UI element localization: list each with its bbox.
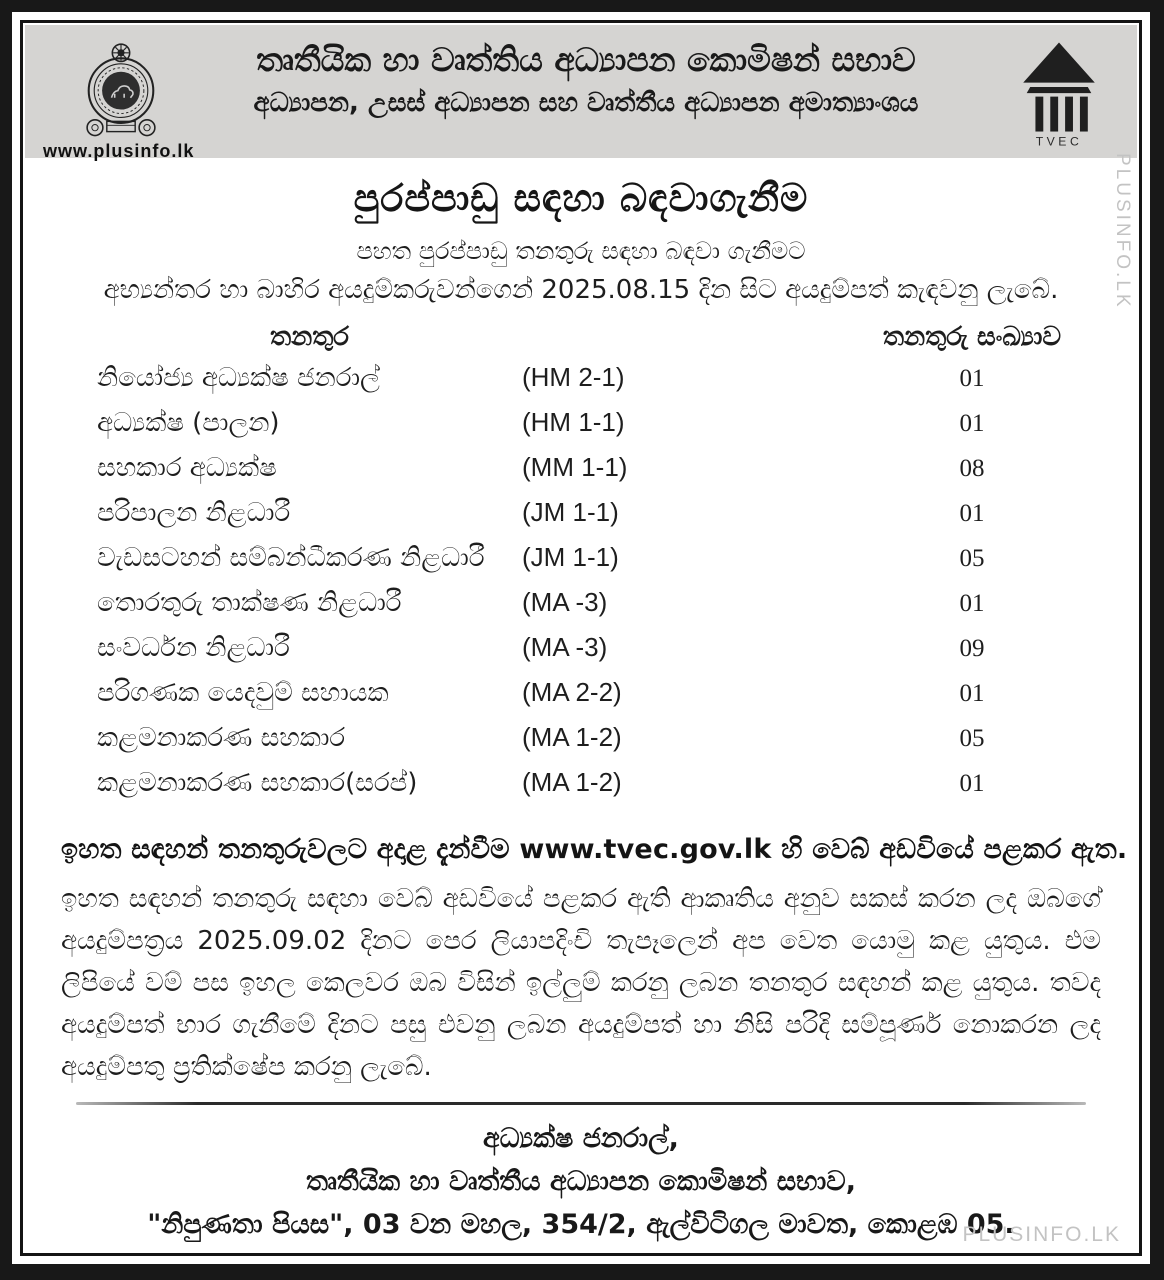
vacancy-grade: (MM 1-1)	[522, 452, 628, 482]
vacancy-grade: (MA 1-2)	[522, 722, 622, 752]
document-content	[25, 158, 1137, 1253]
signatory-address: "නිපුණතා පියස", 03 වන මහල, 354/2, ඇල්විටිගල මාවත, කොළඹ 05.	[147, 1209, 1015, 1240]
vacancy-grade: (MA 2-2)	[522, 677, 622, 707]
vacancy-position: තොරතුරු තාක්ෂණ නිළධාරී	[97, 588, 402, 618]
plusinfo-watermark-side: PLUSINFO.LK	[1112, 153, 1133, 310]
plusinfo-watermark-bottom: PLUSINFO.LK	[962, 1223, 1121, 1246]
notes-section	[61, 834, 1128, 1088]
application-instructions: ඉහත සඳහන් තනතුරු සඳහා වෙබ් අඩවියේ පළකර ඇති ආකෘතිය අනුව සකස් කරන ලද ඔබගේ අයදුම්පත්‍රය 2025.09.02 දිනට පෙර ලියාපදිංචි තැපෑලෙන් අප වෙත යොමු කළ යුතුය. එම ලිපියේ වම් පස ඉහල කෙලවර ඔබ විසින් ඉල්ලුම් කරනු ලබන තනතුර සඳහන් කළ යුතුය. තවද අයදුම්පත් භාර ගැනීමේ දිනට පසු එවනු ලබන අයදුම්පත් හා නිසි පරිදි සම්පූර්ණ නොකරන ලද අයදුම්පතු ප්‍රතික්ෂේප කරනු ලැබේ.	[61, 884, 1101, 1082]
vacancy-row	[97, 362, 1137, 407]
vacancy-position: අධ්‍යක්ෂ (පාලන)	[97, 408, 280, 438]
vacancy-rows	[97, 362, 1137, 812]
vacancy-row	[97, 722, 1137, 767]
vacancy-count: 01	[959, 590, 985, 617]
vacancy-position: පරිපාලන නිළධාරී	[97, 498, 291, 528]
vacancy-count: 01	[959, 680, 985, 707]
vacancy-count: 01	[959, 365, 985, 392]
vacancy-row	[97, 497, 1137, 542]
tvec-logo-label: TVEC	[1035, 134, 1083, 149]
tvec-logo-icon	[1011, 33, 1107, 155]
vacancy-row	[97, 587, 1137, 632]
document-page	[12, 12, 1150, 1264]
web-notice-line: ඉහත සඳහන් තනතුරුවලට අදාළ දැන්වීම www.tvec.gov.lk හි වෙබ් අඩවියේ පළකර ඇත.	[61, 834, 1128, 865]
vacancy-table-header	[97, 322, 1137, 362]
vacancy-row	[97, 452, 1137, 497]
vacancy-count: 05	[959, 545, 985, 572]
vacancy-row	[97, 542, 1137, 587]
organization-name: තෘතීයික හා වෘත්තිය අධ්‍යාපන කොමිෂන් සභාව	[256, 40, 916, 79]
vacancy-position: වැඩසටහන් සම්බන්ධීකරණ නිළධාරී	[97, 543, 485, 573]
vacancy-position: නියෝජ්‍ය අධ්‍යක්ෂ ජනරාල්	[97, 363, 380, 393]
vacancy-table	[25, 322, 1137, 812]
vacancy-count: 05	[959, 725, 985, 752]
signatory-title: අධ්‍යක්ෂ ජනරාල්,	[483, 1123, 679, 1154]
plusinfo-watermark-header: www.plusinfo.lk	[43, 141, 195, 161]
intro-line-2: අභ්‍යන්තර හා බාහිර අයදුම්කරුවන්ගෙන් 2025.08.15 දින සිට අයදුම්පත් කැඳවනු ලැබේ.	[103, 275, 1059, 305]
footer-divider	[76, 1102, 1086, 1105]
vacancy-grade: (MA -3)	[522, 587, 608, 617]
vacancy-grade: (MA -3)	[522, 632, 608, 662]
vacancy-position: කළමනාකරණ සහකාර(සරප්)	[97, 768, 418, 798]
vacancy-position: කළමනාකරණ සහකාර	[97, 723, 346, 753]
header-band	[25, 25, 1137, 161]
sri-lanka-emblem-icon	[65, 41, 177, 145]
vacancy-count: 01	[959, 500, 985, 527]
intro-line-1: පහත පුරප්පාඩු තනතුරු සඳහා බඳවා ගැනීමට	[356, 237, 806, 265]
vacancy-row	[97, 632, 1137, 677]
signatory-organization: තෘතීයික හා වෘත්තීය අධ්‍යාපන කොමිෂන් සභාව,	[306, 1166, 856, 1197]
vacancy-position: සහකාර අධ්‍යක්ෂ	[97, 453, 277, 483]
vacancy-grade: (JM 1-1)	[522, 542, 619, 572]
vacancy-row	[97, 677, 1137, 722]
vacancy-grade: (HM 2-1)	[522, 362, 625, 392]
vacancy-row	[97, 767, 1137, 812]
vacancy-count: 01	[959, 770, 985, 797]
vacancy-count: 09	[959, 635, 985, 662]
header-text-block	[185, 39, 987, 119]
column-header-count: තනතුරු සංඛ්‍යාව	[882, 322, 1062, 352]
vacancy-count: 01	[959, 410, 985, 437]
vacancy-grade: (HM 1-1)	[522, 407, 625, 437]
announcement-title: පුරප්පාඩු සඳහා බඳවාගැනීම	[353, 176, 809, 220]
vacancy-grade: (JM 1-1)	[522, 497, 619, 527]
vacancy-position: පරිගණක යෙදවුම් සහායක	[97, 678, 389, 708]
vacancy-row	[97, 407, 1137, 452]
document-border-frame	[20, 20, 1142, 1256]
column-header-position: තනතුර	[269, 322, 350, 352]
vacancy-grade: (MA 1-2)	[522, 767, 622, 797]
vacancy-count: 08	[959, 455, 985, 482]
ministry-name: අධ්‍යාපන, උසස් අධ්‍යාපන සහ වෘත්තීය අධ්‍යාපන අමාත්‍යාංශය	[253, 88, 919, 119]
vacancy-position: සංවර්ධන නිළධාරී	[97, 633, 290, 663]
